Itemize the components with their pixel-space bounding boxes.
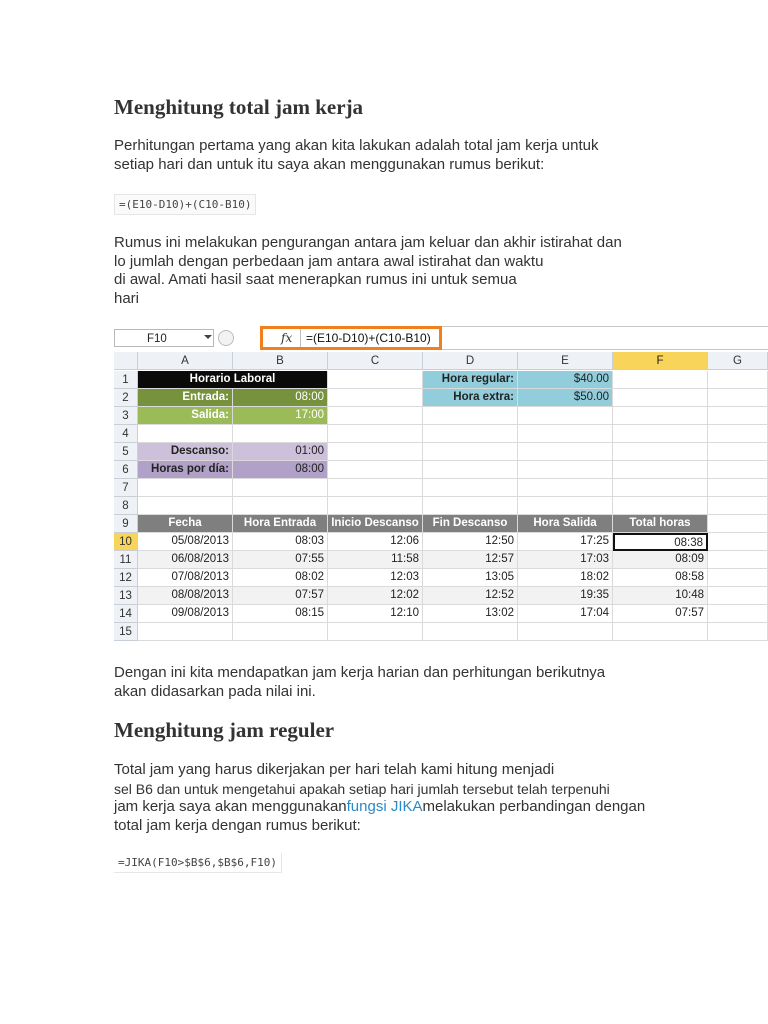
column-header-b[interactable]: B [233, 352, 328, 370]
grid-cell[interactable] [328, 425, 423, 443]
entrada-label-cell[interactable]: Entrada: [138, 389, 233, 407]
paragraph-line: Perhitungan pertama yang akan kita lakukan adalah total jam kerja untuk [114, 137, 599, 154]
separator [300, 329, 301, 347]
grid-cell[interactable] [613, 425, 708, 443]
table-header-cell[interactable]: Hora Salida [518, 515, 613, 533]
column-header-a[interactable]: A [138, 352, 233, 370]
formula-input[interactable]: =(E10-D10)+(C10-B10) [306, 331, 431, 345]
table-cell[interactable]: 07/08/2013 [138, 569, 233, 587]
grid-cell[interactable] [613, 461, 708, 479]
table-cell[interactable]: 18:02 [518, 569, 613, 587]
grid-cell[interactable] [328, 407, 423, 425]
salida-label-cell[interactable]: Salida: [138, 407, 233, 425]
grid-cell[interactable] [138, 497, 233, 515]
table-cell[interactable]: 12:52 [423, 587, 518, 605]
spreadsheet-screenshot [114, 324, 768, 646]
column-header-e[interactable]: E [518, 352, 613, 370]
select-all-corner[interactable] [114, 352, 138, 370]
grid-cell[interactable] [518, 443, 613, 461]
table-cell[interactable]: 12:02 [328, 587, 423, 605]
grid-cell[interactable] [423, 479, 518, 497]
paragraph-line: hari [114, 289, 140, 307]
grid-cell[interactable] [708, 587, 768, 605]
active-cell-f10[interactable]: 08:38 [613, 533, 708, 551]
row-header[interactable]: 10 [114, 533, 138, 551]
paragraph-line: lo jumlah dengan perbedaan jam antara awal istirahat dan waktu [114, 252, 544, 270]
intro-paragraph [114, 137, 598, 174]
extra-label-cell[interactable]: Hora extra: [423, 389, 518, 407]
grid-cell[interactable] [708, 623, 768, 641]
paragraph-line: Dengan ini kita mendapatkan jam kerja harian dan perhitungan berikutnya [114, 664, 606, 681]
grid-cell[interactable] [708, 389, 768, 407]
column-header-d[interactable]: D [423, 352, 518, 370]
result-paragraph [114, 664, 605, 701]
jika-code-block: =JIKA(F10>$B$6,$B$6,F10) [114, 853, 282, 873]
table-cell[interactable]: 06/08/2013 [138, 551, 233, 569]
grid-cell[interactable] [613, 623, 708, 641]
salida-value-cell[interactable]: 17:00 [233, 407, 328, 425]
row-header[interactable]: 9 [114, 515, 138, 533]
grid-cell[interactable] [708, 407, 768, 425]
grid-cell[interactable] [708, 443, 768, 461]
formula-bar [114, 324, 768, 353]
expand-circle-icon[interactable] [218, 330, 234, 346]
grid-cell[interactable] [518, 461, 613, 479]
grid-cell[interactable] [613, 479, 708, 497]
name-box[interactable]: F10 [114, 329, 214, 347]
table-cell[interactable]: 08:58 [613, 569, 708, 587]
horario-title-cell[interactable]: Horario Laboral [138, 371, 328, 389]
horas-value-cell[interactable]: 08:00 [233, 461, 328, 479]
grid-cell[interactable] [613, 497, 708, 515]
table-cell[interactable]: 12:57 [423, 551, 518, 569]
grid-cell[interactable] [708, 605, 768, 623]
grid-cell[interactable] [423, 425, 518, 443]
row-header[interactable]: 12 [114, 569, 138, 587]
table-cell[interactable]: 17:03 [518, 551, 613, 569]
section-heading-regular-hours: Menghitung jam reguler [114, 718, 335, 742]
table-cell[interactable]: 08:03 [233, 533, 328, 551]
table-cell[interactable]: 17:04 [518, 605, 613, 623]
table-cell[interactable]: 12:03 [328, 569, 423, 587]
grid-cell[interactable] [423, 461, 518, 479]
grid-cell[interactable] [423, 623, 518, 641]
table-cell[interactable]: 13:02 [423, 605, 518, 623]
grid-cell[interactable] [613, 389, 708, 407]
table-cell[interactable]: 12:06 [328, 533, 423, 551]
text-span: melakukan perbandingan dengan [422, 798, 646, 815]
paragraph-line: total jam kerja dengan rumus berikut: [114, 816, 361, 834]
grid-cell[interactable] [423, 407, 518, 425]
table-cell[interactable]: 08:02 [233, 569, 328, 587]
descanso-label-cell[interactable]: Descanso: [138, 443, 233, 461]
column-header-c[interactable]: C [328, 352, 423, 370]
row-header[interactable]: 2 [114, 389, 138, 407]
formula-highlight-box [260, 326, 442, 350]
row-header[interactable]: 13 [114, 587, 138, 605]
table-cell[interactable]: 10:48 [613, 587, 708, 605]
grid-cell[interactable] [708, 479, 768, 497]
fx-icon[interactable]: fx [281, 331, 293, 345]
grid-cell[interactable] [233, 425, 328, 443]
formula-code-block: =(E10-D10)+(C10-B10) [114, 194, 256, 215]
grid-cell[interactable] [233, 497, 328, 515]
table-header-cell[interactable]: Inicio Descanso [328, 515, 423, 533]
grid-cell[interactable] [328, 479, 423, 497]
row-header[interactable]: 11 [114, 551, 138, 569]
table-header-cell[interactable]: Hora Entrada [233, 515, 328, 533]
grid-cell[interactable] [138, 425, 233, 443]
grid-cell[interactable] [328, 443, 423, 461]
table-cell[interactable]: 07:55 [233, 551, 328, 569]
regular-hours-paragraph [114, 761, 645, 835]
table-cell[interactable]: 05/08/2013 [138, 533, 233, 551]
row-header[interactable]: 5 [114, 443, 138, 461]
column-header-f[interactable]: F [613, 352, 708, 370]
table-cell[interactable]: 19:35 [518, 587, 613, 605]
table-header-cell[interactable]: Total horas [613, 515, 708, 533]
table-cell[interactable]: 07:57 [613, 605, 708, 623]
grid-cell[interactable] [708, 569, 768, 587]
grid-cell[interactable] [423, 443, 518, 461]
row-header[interactable]: 3 [114, 407, 138, 425]
extra-value-cell[interactable]: $50.00 [518, 389, 613, 407]
grid-cell[interactable] [518, 497, 613, 515]
grid-cell[interactable] [328, 461, 423, 479]
row-header[interactable]: 7 [114, 479, 138, 497]
row-header[interactable]: 6 [114, 461, 138, 479]
section-heading-total-hours: Menghitung total jam kerja [114, 95, 364, 119]
grid-cell[interactable] [518, 479, 613, 497]
grid-cell[interactable] [708, 371, 768, 389]
paragraph-line: akan didasarkan pada nilai ini. [114, 682, 316, 700]
paragraph-line: sel B6 dan untuk mengetahui apakah setiap hari jumlah tersebut telah terpenuhi [114, 780, 610, 797]
grid-cell[interactable] [138, 623, 233, 641]
table-cell[interactable]: 11:58 [328, 551, 423, 569]
table-cell[interactable]: 08/08/2013 [138, 587, 233, 605]
table-cell[interactable]: 12:50 [423, 533, 518, 551]
grid-cell[interactable] [708, 461, 768, 479]
grid-cell[interactable] [708, 515, 768, 533]
grid-cell[interactable] [233, 479, 328, 497]
grid-cell[interactable] [518, 425, 613, 443]
grid-cell[interactable] [138, 479, 233, 497]
grid-cell[interactable] [518, 407, 613, 425]
table-header-cell[interactable]: Fecha [138, 515, 233, 533]
descanso-value-cell[interactable]: 01:00 [233, 443, 328, 461]
table-cell[interactable]: 08:15 [233, 605, 328, 623]
paragraph-line: Rumus ini melakukan pengurangan antara jam keluar dan akhir istirahat dan [114, 234, 622, 251]
grid-cell[interactable] [708, 551, 768, 569]
grid-cell[interactable] [708, 425, 768, 443]
grid-cell[interactable] [518, 623, 613, 641]
formula-bar-field[interactable] [442, 326, 768, 350]
paragraph-line: Total jam yang harus dikerjakan per hari telah kami hitung menjadi [114, 761, 555, 778]
entrada-value-cell[interactable]: 08:00 [233, 389, 328, 407]
grid-cell[interactable] [613, 443, 708, 461]
grid-cell[interactable] [613, 371, 708, 389]
row-header[interactable]: 8 [114, 497, 138, 515]
grid-cell[interactable] [328, 371, 423, 389]
horas-label-cell[interactable]: Horas por día: [138, 461, 233, 479]
grid-cell[interactable] [328, 389, 423, 407]
table-cell[interactable]: 17:25 [518, 533, 613, 551]
table-cell[interactable]: 08:09 [613, 551, 708, 569]
column-header-g[interactable]: G [708, 352, 768, 370]
grid-cell[interactable] [613, 407, 708, 425]
table-cell[interactable]: 09/08/2013 [138, 605, 233, 623]
row-header[interactable]: 1 [114, 371, 138, 389]
table-cell[interactable]: 13:05 [423, 569, 518, 587]
row-header[interactable]: 15 [114, 623, 138, 641]
table-cell[interactable]: 07:57 [233, 587, 328, 605]
chevron-down-icon[interactable] [204, 335, 212, 339]
regular-value-cell[interactable]: $40.00 [518, 371, 613, 389]
grid-cell[interactable] [328, 623, 423, 641]
paragraph-line [114, 798, 645, 817]
jika-function-link[interactable]: fungsi JIKA [346, 798, 423, 815]
grid-cell[interactable] [423, 497, 518, 515]
grid-cell[interactable] [708, 497, 768, 515]
text-span: jam kerja saya akan menggunakan [114, 798, 347, 815]
table-header-cell[interactable]: Fin Descanso [423, 515, 518, 533]
grid-cell[interactable] [233, 623, 328, 641]
paragraph-line: setiap hari dan untuk itu saya akan menggunakan rumus berikut: [114, 155, 545, 173]
explanation-paragraph [114, 234, 622, 308]
table-cell[interactable]: 12:10 [328, 605, 423, 623]
grid-cell[interactable] [708, 533, 768, 551]
row-header[interactable]: 14 [114, 605, 138, 623]
regular-label-cell[interactable]: Hora regular: [423, 371, 518, 389]
row-header[interactable]: 4 [114, 425, 138, 443]
grid-cell[interactable] [328, 497, 423, 515]
paragraph-line: di awal. Amati hasil saat menerapkan rumus ini untuk semua [114, 271, 517, 288]
